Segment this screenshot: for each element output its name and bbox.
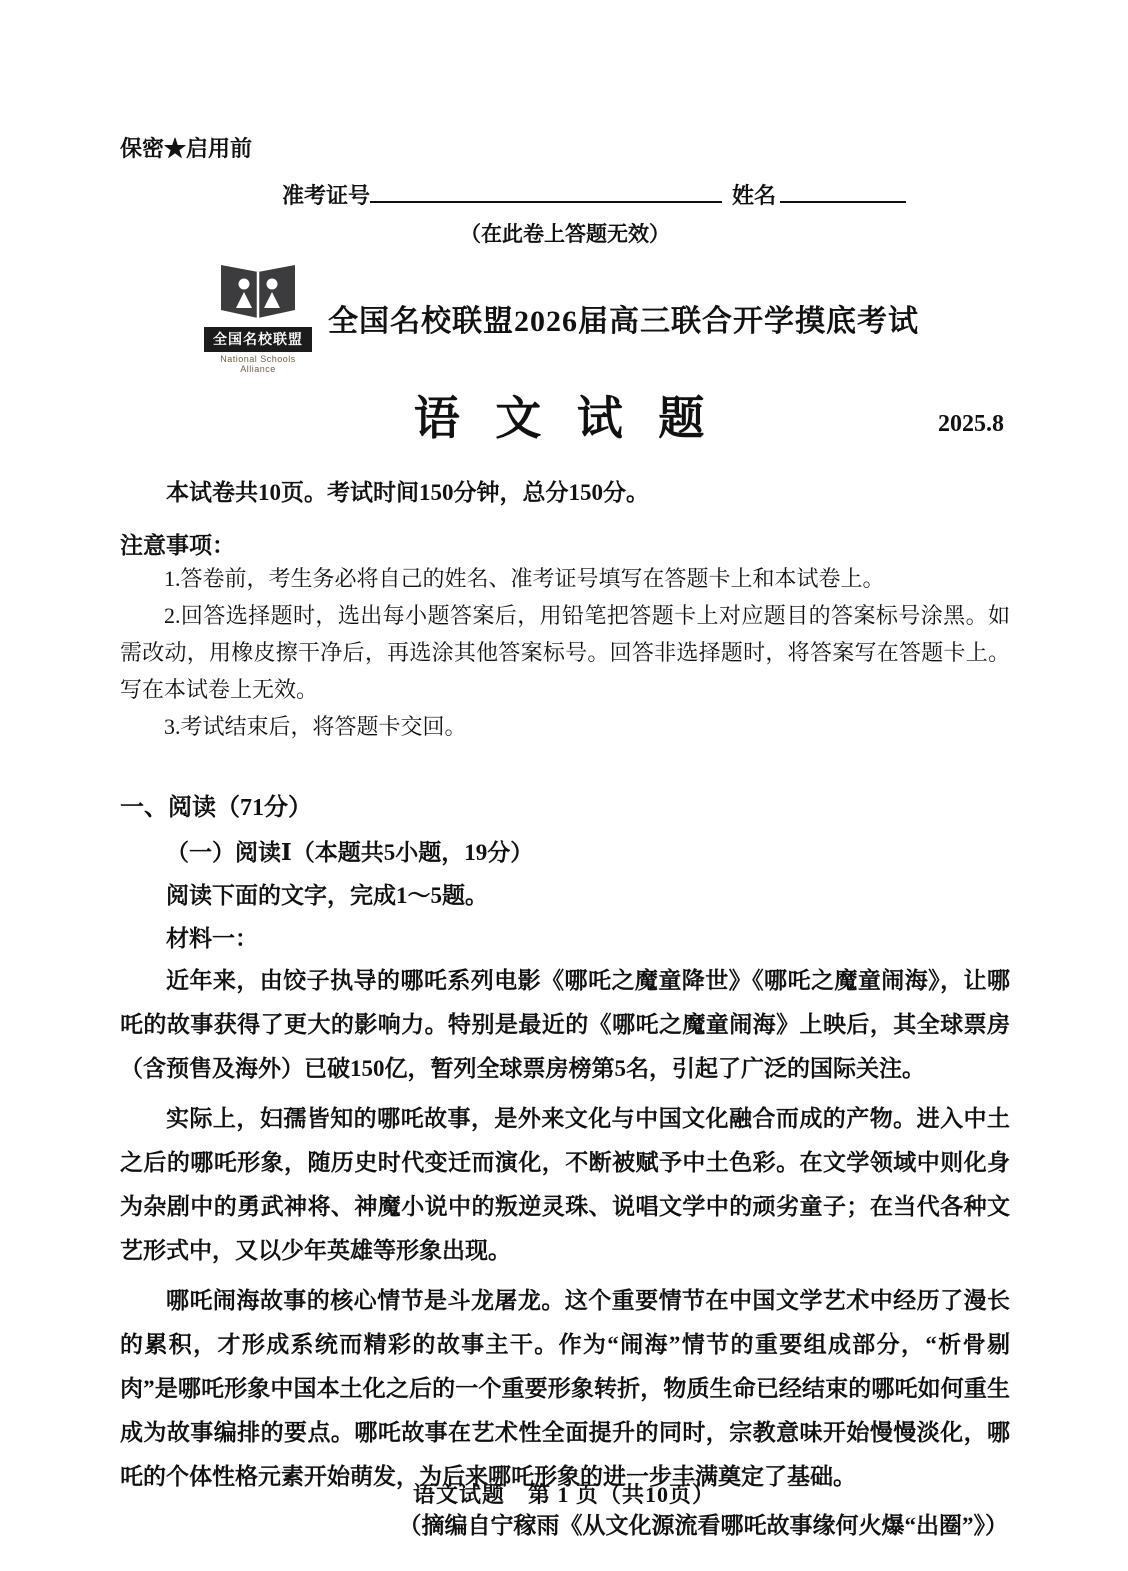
paper-title: 语 文 试 题	[413, 393, 717, 444]
logo-subtitle: National Schools Alliance	[220, 354, 296, 374]
security-notice: 保密★启用前	[120, 136, 253, 161]
material-paragraph-3: 哪吒闹海故事的核心情节是斗龙屠龙。这个重要情节在中国文学艺术中经历了漫长的累积，才形成系统而精彩的故事主干。作为“闹海”情节的重要组成部分，“析骨剔肉”是哪吒形象中国本土化之后的一个重要形象转折，物质生命已经结束的哪吒如何重生成为故事编排的要点。哪吒故事在艺术性全面提升的同时，宗教意味开始慢慢淡化，哪吒的个体性格元素开始萌发，为后来哪吒形象的进一步丰满奠定了基础。	[120, 1288, 1010, 1489]
material-paragraph-2: 实际上，妇孺皆知的哪吒故事，是外来文化与中国文化融合而成的产物。进入中土之后的哪吒形象，随历史时代变迁而演化，不断被赋予中土色彩。在文学领域中则化身为杂剧中的勇武神将、神魔小说中的叛逆灵珠、说唱文学中的顽劣童子；在当代各种文艺形式中，又以少年英雄等形象出现。	[120, 1106, 1010, 1263]
exam-title: 全国名校联盟2026届高三联合开学摸底考试	[328, 305, 919, 338]
paper-date: 2025.8	[938, 411, 1004, 437]
subsection-title-reading-1: （一）阅读Ⅰ（本题共5小题，19分）	[166, 840, 534, 865]
note-item-2: 2.回答选择题时，选出每小题答案后，用铅笔把答题卡上对应题目的答案标号涂黑。如需改动，用橡皮擦干净后，再选涂其他答案标号。回答非选择题时，将答案写在答题卡上。写在本试卷上无效。	[120, 603, 1010, 702]
name-label: 姓名	[732, 183, 777, 208]
note-item-3: 3.考试结束后，将答题卡交回。	[164, 714, 467, 739]
paper-info-line: 本试卷共10页。考试时间150分钟，总分150分。	[166, 480, 649, 505]
invalid-notice: （在此卷上答题无效）	[460, 222, 670, 246]
exam-title-row	[120, 262, 1010, 374]
page-footer: 语文试题 第 1 页（共10页）	[412, 1482, 715, 1507]
open-book-icon	[208, 311, 308, 328]
candidate-info-line	[120, 179, 1010, 210]
section-title-reading: 一、阅读（71分）	[120, 795, 312, 821]
admit-card-blank	[370, 183, 722, 203]
notes-title: 注意事项：	[120, 533, 235, 558]
reading-task-line: 阅读下面的文字，完成1～5题。	[166, 883, 488, 908]
logo-name: 全国名校联盟	[204, 327, 312, 352]
admit-card-label: 准考证号	[282, 183, 371, 208]
name-blank	[780, 183, 906, 203]
alliance-logo	[204, 262, 312, 374]
source-attribution: （摘编自宁稼雨《从文化源流看哪吒故事缘何火爆“出圈”》）	[398, 1513, 1008, 1538]
paper-title-row	[120, 382, 1010, 448]
note-item-1: 1.答卷前，考生务必将自己的姓名、准考证号填写在答题卡上和本试卷上。	[164, 566, 885, 591]
material-one-label: 材料一：	[166, 926, 258, 951]
material-paragraph-1: 近年来，由饺子执导的哪吒系列电影《哪吒之魔童降世》《哪吒之魔童闹海》，让哪吒的故事获得了更大的影响力。特别是最近的《哪吒之魔童闹海》上映后，其全球票房（含预售及海外）已破150亿，暂列全球票房榜第5名，引起了广泛的国际关注。	[120, 968, 1010, 1081]
